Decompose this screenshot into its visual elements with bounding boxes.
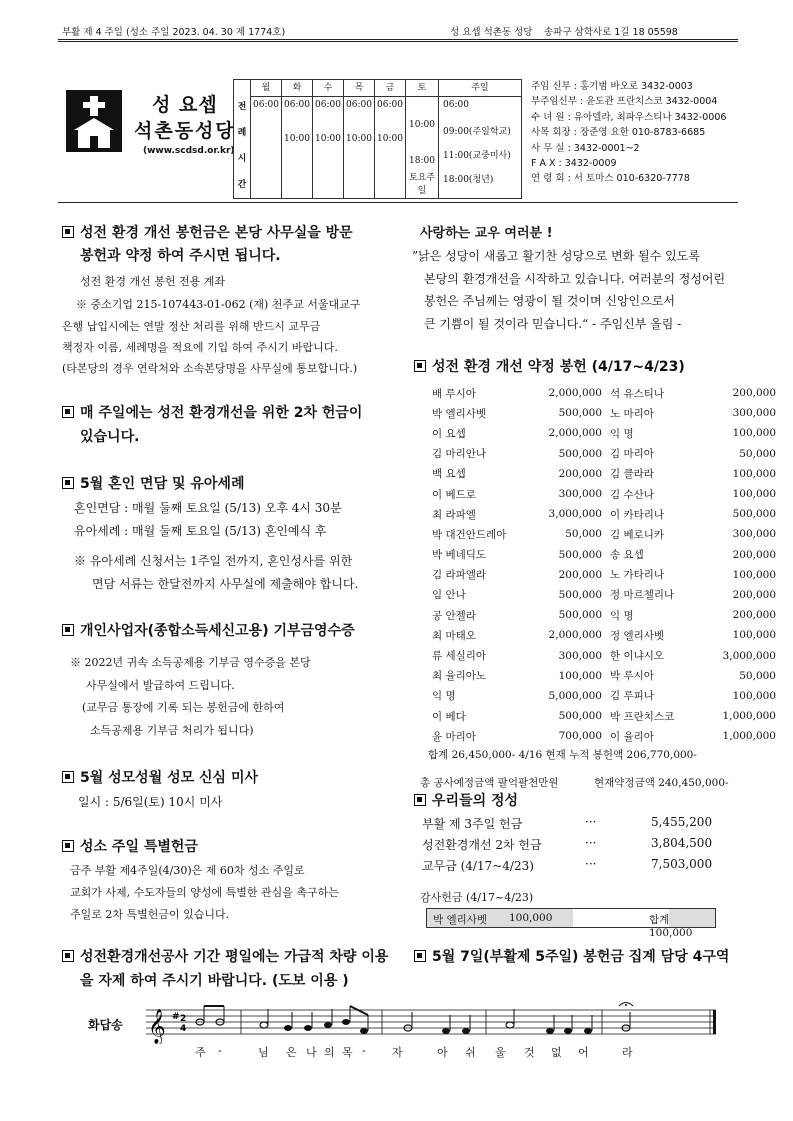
pledge-row [428, 444, 776, 464]
schedule-side-label: 전 례 시 간 [234, 80, 251, 199]
donor-amount: 200,000 [732, 609, 776, 622]
donor-amount: 100,000 [732, 629, 776, 642]
donor-name: 송 요셉 [610, 549, 644, 562]
donor-name: 임 안나 [432, 589, 466, 602]
checkbox-bullet-icon [62, 226, 74, 238]
donor-amount: 100,000 [558, 669, 602, 682]
offering-amount: 3,804,500 [651, 836, 713, 850]
donor-amount: 1,000,000 [722, 730, 776, 743]
staff-directory [531, 79, 726, 187]
body-text: 책정자 이름, 세례명을 적요에 기입 하여 주시기 바랍니다. [62, 341, 338, 354]
donor-name: 익 명 [432, 690, 456, 703]
donor-name: 이 베다 [432, 710, 466, 723]
pledge-row [428, 464, 776, 484]
church-logo-icon [66, 90, 122, 152]
donor-name: 정 마르첼리나 [610, 589, 675, 602]
day-header: 수 [313, 80, 344, 97]
pledge-row [428, 524, 776, 544]
donor-amount: 300,000 [558, 488, 602, 501]
divider [58, 39, 738, 40]
donor-name: 한 이냐시오 [610, 650, 665, 663]
pledge-row [428, 484, 776, 504]
section-title: 봉헌과 약정 하여 주시면 됩니다. [80, 248, 281, 264]
donor-name: 백 요셉 [432, 468, 466, 481]
pledge-row [428, 403, 776, 423]
section-title: 개인사업자(종합소득세신고용) 기부금영수증 [62, 620, 355, 640]
checkbox-bullet-icon [414, 360, 426, 372]
donor-amount: 50,000 [739, 447, 776, 460]
lyric-syllable: 쉬 [465, 1046, 476, 1059]
pledge-row [428, 565, 776, 585]
donor-name: 정 엘리사벳 [610, 629, 665, 642]
donor-name: 윤 마리아 [432, 730, 476, 743]
pastor-quote: 큰 기쁨이 될 것이라 믿습니다.“ - 주임신부 올림 - [424, 317, 682, 331]
lyric-syllable: 목 [342, 1046, 353, 1059]
offering-amount: 5,455,200 [651, 815, 713, 829]
donor-amount: 300,000 [558, 649, 602, 662]
donor-amount: 200,000 [558, 568, 602, 581]
donor-amount: 50,000 [565, 528, 602, 541]
checkbox-bullet-icon [62, 771, 74, 783]
body-text: 소득공제용 기부금 처리가 됩니다) [90, 724, 254, 737]
body-text: 성전 환경 개선 봉헌 전용 계좌 [80, 275, 225, 288]
donor-name: 류 세실리아 [432, 650, 487, 663]
parish-header-name: 성 요셉 석촌동 성당 [450, 27, 533, 38]
pledge-row [428, 706, 776, 726]
website-link[interactable]: (www.scdsd.or.kr) [143, 146, 235, 156]
body-text: 사무실에서 발급하여 드립니다. [86, 679, 235, 692]
pledge-row [428, 423, 776, 443]
fri-times: 06:00 10:00 [375, 97, 406, 199]
donor-name: 노 가타리나 [610, 569, 665, 582]
pastor-quote: 봉헌은 주님께는 영광이 될 것이며 신앙인으로서 [424, 294, 675, 308]
offering-dots: ··· [585, 836, 597, 850]
offering-dots: ··· [585, 815, 597, 829]
donor-amount: 700,000 [558, 730, 602, 743]
body-text: 금주 부활 제4주일(4/30)은 제 60차 성소 주일로 [70, 864, 305, 877]
section-title: 성전환경개선공사 기간 평일에는 가급적 차량 이용 [62, 946, 388, 966]
lyric-syllable: 의 [324, 1046, 335, 1059]
sat-times: 10:00 18:00 토요주일 [406, 97, 439, 199]
parish-name-line1: 성 요셉 [152, 94, 218, 116]
donor-name: 김 루피나 [610, 690, 654, 703]
body-text: 유아세례 : 매월 둘째 토요일 (5/13) 혼인예식 후 [74, 524, 327, 538]
lyric-syllable: 아 [437, 1046, 448, 1059]
donor-amount: 2,000,000 [548, 629, 602, 642]
body-text: 면담 서류는 한달전까지 사무실에 제출해야 합니다. [92, 577, 359, 591]
donor-amount: 200,000 [732, 387, 776, 400]
lyric-syllable: 님 [258, 1046, 269, 1059]
svg-text:𝄞: 𝄞 [148, 1009, 166, 1044]
wed-times: 06:00 10:00 [313, 97, 344, 199]
donor-amount: 200,000 [732, 548, 776, 561]
donor-amount: 100,000 [732, 488, 776, 501]
checkbox-bullet-icon [62, 477, 74, 489]
lyric-syllable: - [218, 1044, 222, 1057]
pledge-row [428, 645, 776, 665]
section-title: 성전 환경 개선 봉헌금은 본당 사무실을 방문 [62, 222, 353, 242]
staff-line: F A X : 3432-0009 [531, 158, 617, 170]
pledge-table [428, 383, 776, 746]
donor-name: 김 마리아 [610, 448, 654, 461]
checkbox-bullet-icon [62, 406, 74, 418]
donor-name: 김 라파엘라 [432, 569, 487, 582]
section-title: 5월 혼인 면담 및 유아세례 [62, 473, 244, 493]
offering-label: 교무금 (4/17~4/23) [422, 859, 534, 873]
donor-name: 이 요셉 [432, 427, 466, 440]
checkbox-bullet-icon [62, 950, 74, 962]
divider [58, 202, 738, 203]
donor-name: 박 엘리사벳 [432, 407, 487, 420]
body-text: ※ 2022년 귀속 소득공제용 기부금 영수증을 본당 [70, 656, 311, 669]
donor-name: 최 마태오 [432, 629, 476, 642]
section-title: 성소 주일 특별헌금 [62, 836, 198, 856]
section-title: 성전 환경 개선 약정 봉헌 (4/17~4/23) [414, 356, 685, 376]
staff-line: 주임 신부 : 홍기범 바오로 3432-0003 [531, 81, 693, 92]
offering-label: 성전환경개선 2차 헌금 [422, 838, 542, 852]
donor-amount: 100,000 [732, 689, 776, 702]
lyric-syllable: - [362, 1044, 366, 1057]
pastor-quote: ”낡은 성당이 새롭고 활기찬 성당으로 변화 될수 있도록 [412, 249, 700, 263]
thanks-amount: 100,000 [509, 912, 553, 924]
donor-amount: 500,000 [558, 548, 602, 561]
bank-account: ※ 중소기업 215-107443-01-062 (재) 천주교 서울대교구 [76, 298, 361, 311]
offering-amount: 7,503,000 [651, 857, 713, 871]
donor-amount: 3,000,000 [548, 508, 602, 521]
body-text: ※ 유아세례 신청서는 1주일 전까지, 혼인성사를 위한 [74, 554, 353, 568]
donor-amount: 300,000 [732, 528, 776, 541]
svg-text:2: 2 [180, 1014, 187, 1024]
body-text: 은행 납입시에는 연말 정산 처리를 위해 반드시 교무금 [62, 320, 321, 333]
donor-name: 석 유스티나 [610, 387, 665, 400]
day-header: 월 [251, 80, 282, 97]
donor-amount: 50,000 [739, 669, 776, 682]
offering-dots: ··· [585, 857, 597, 871]
music-staff [146, 1000, 721, 1044]
donor-amount: 500,000 [558, 447, 602, 460]
body-text: 주일로 2차 특별헌금이 있습니다. [70, 908, 230, 921]
svg-text:#: # [172, 1012, 180, 1022]
pledge-row [428, 625, 776, 645]
lyric-syllable: 울 [495, 1046, 506, 1059]
pledge-total: 합계 26,450,000- 4/16 현재 누적 봉헌액 206,770,000- [428, 749, 697, 761]
donor-amount: 300,000 [732, 407, 776, 420]
thu-times: 06:00 10:00 [344, 97, 375, 199]
body-text: (타본당의 경우 연락처와 소속본당명을 사무실에 통보합니다.) [62, 362, 358, 375]
donor-name: 배 루시아 [432, 387, 476, 400]
day-header: 토 [406, 80, 439, 97]
section-title: 5월 7일(부활제 5주일) 봉헌금 집계 담당 4구역 [414, 946, 729, 966]
section-title: 우리들의 정성 [414, 790, 518, 810]
donor-amount: 100,000 [732, 467, 776, 480]
body-text: (교무금 통장에 기록 되는 봉헌금에 한하여 [82, 701, 285, 714]
section-title: 매 주일에는 성전 환경개선을 위한 2차 헌금이 [62, 402, 362, 422]
day-header: 금 [375, 80, 406, 97]
section-title: 5월 성모성월 성모 신심 미사 [62, 767, 258, 787]
staff-line: 부주임신부 : 윤도관 프란치스코 3432-0004 [531, 96, 718, 108]
donor-amount: 500,000 [558, 588, 602, 601]
staff-line: 사목 회장 : 장준영 요한 010-8783-6685 [531, 127, 706, 139]
checkbox-bullet-icon [62, 624, 74, 636]
lyric-syllable: 라 [622, 1046, 633, 1059]
section-title: 을 자제 하여 주시기 바랍니다. (도보 이용 ) [80, 973, 349, 989]
construction-cost: 총 공사예정금액 팔억팔천만원 [420, 777, 559, 789]
donor-name: 박 프란치스코 [610, 710, 675, 723]
pledge-row [428, 504, 776, 524]
pledge-row [428, 726, 776, 746]
pledge-row [428, 383, 776, 403]
lyric-syllable: 은 [286, 1046, 297, 1059]
donor-amount: 500,000 [732, 508, 776, 521]
issue-info: 부활 제 4 주일 (성소 주일 2023. 04. 30 제 1774호) [62, 27, 286, 38]
svg-text:4: 4 [180, 1024, 187, 1034]
lyric-syllable: 나 [306, 1046, 317, 1059]
sun-times: 06:00 09:00(주일학교) 11:00(교중미사) 18:00(청년) [439, 97, 522, 199]
offering-label: 부활 제 3주일 헌금 [422, 817, 523, 831]
donor-name: 김 수산나 [610, 488, 654, 501]
body-text: 일시 : 5/6일(토) 10시 미사 [78, 795, 223, 809]
checkbox-bullet-icon [62, 840, 74, 852]
lyric-syllable: 것 [524, 1046, 535, 1059]
donor-name: 박 루시아 [610, 670, 654, 683]
checkbox-bullet-icon [414, 794, 426, 806]
checkbox-bullet-icon [414, 950, 426, 962]
lyric-syllable: 자 [392, 1046, 403, 1059]
donor-name: 이 율리아 [610, 730, 654, 743]
pledge-row [428, 666, 776, 686]
pastor-quote: 본당의 환경개선을 시작하고 있습니다. 여러분의 정성어린 [424, 272, 726, 286]
greeting: 사랑하는 교우 여러분 ! [420, 226, 553, 241]
day-header: 화 [282, 80, 313, 97]
donor-name: 공 안젤라 [432, 609, 476, 622]
donor-name: 김 클라라 [610, 468, 654, 481]
thanks-name: 박 엘리사벳 [433, 914, 488, 926]
donor-name: 이 베드로 [432, 488, 476, 501]
donor-name: 김 베로니카 [610, 528, 665, 541]
donor-amount: 200,000 [732, 588, 776, 601]
donor-amount: 500,000 [558, 609, 602, 622]
staff-line: 수 녀 원 : 유아델라, 최파우스티나 3432-0006 [531, 111, 727, 123]
donor-name: 최 율리아노 [432, 670, 487, 683]
donor-name: 박 대건안드레아 [432, 528, 507, 541]
lyric-syllable: 없 [551, 1046, 562, 1059]
current-pledge-amount: 현재약정금액 240,450,000- [594, 777, 729, 789]
donor-amount: 1,000,000 [722, 710, 776, 723]
thanks-offering-box [426, 908, 716, 939]
donor-name: 김 마리안나 [432, 448, 487, 461]
pledge-row [428, 545, 776, 565]
donor-name: 박 베네딕도 [432, 549, 487, 562]
donor-name: 최 라파엘 [432, 508, 476, 521]
mon-times: 06:00 [251, 97, 282, 199]
donor-amount: 100,000 [732, 568, 776, 581]
donor-name: 이 카타리나 [610, 508, 665, 521]
donor-amount: 500,000 [558, 710, 602, 723]
staff-line: 연 령 회 : 서 토마스 010-6320-7778 [531, 173, 690, 185]
pledge-row [428, 686, 776, 706]
donor-amount: 2,000,000 [548, 387, 602, 400]
donor-amount: 2,000,000 [548, 427, 602, 440]
hymn-label: 화답송 [88, 1018, 123, 1032]
pledge-row [428, 605, 776, 625]
mass-schedule-table [233, 79, 522, 199]
day-header: 주일 [439, 80, 522, 97]
lyric-syllable: 주 [195, 1046, 206, 1059]
lyric-syllable: 어 [578, 1046, 589, 1059]
donor-amount: 500,000 [558, 407, 602, 420]
section-title: 있습니다. [80, 429, 140, 445]
divider [58, 41, 738, 42]
day-header: 목 [344, 80, 375, 97]
donor-name: 노 마리아 [610, 407, 654, 420]
address: 송파구 삼학사로 1길 18 05598 [544, 27, 678, 38]
thanks-total: 합계 100,000 [649, 914, 693, 939]
donor-amount: 3,000,000 [722, 649, 776, 662]
staff-line: 사 무 실 : 3432-0001~2 [531, 142, 640, 154]
body-text: 혼인면담 : 매월 둘째 토요일 (5/13) 오후 4시 30분 [74, 501, 342, 515]
pledge-row [428, 585, 776, 605]
donor-amount: 200,000 [558, 467, 602, 480]
parish-name-line2: 석촌동성당 [134, 120, 236, 142]
body-text: 교회가 사제, 수도자들의 양성에 특별한 관심을 촉구하는 [70, 886, 339, 899]
thanks-label: 감사헌금 (4/17~4/23) [420, 891, 534, 904]
donor-amount: 100,000 [732, 427, 776, 440]
donor-name: 익 명 [610, 609, 634, 622]
donor-name: 익 명 [610, 427, 634, 440]
tue-times: 06:00 10:00 [282, 97, 313, 199]
donor-amount: 5,000,000 [548, 689, 602, 702]
